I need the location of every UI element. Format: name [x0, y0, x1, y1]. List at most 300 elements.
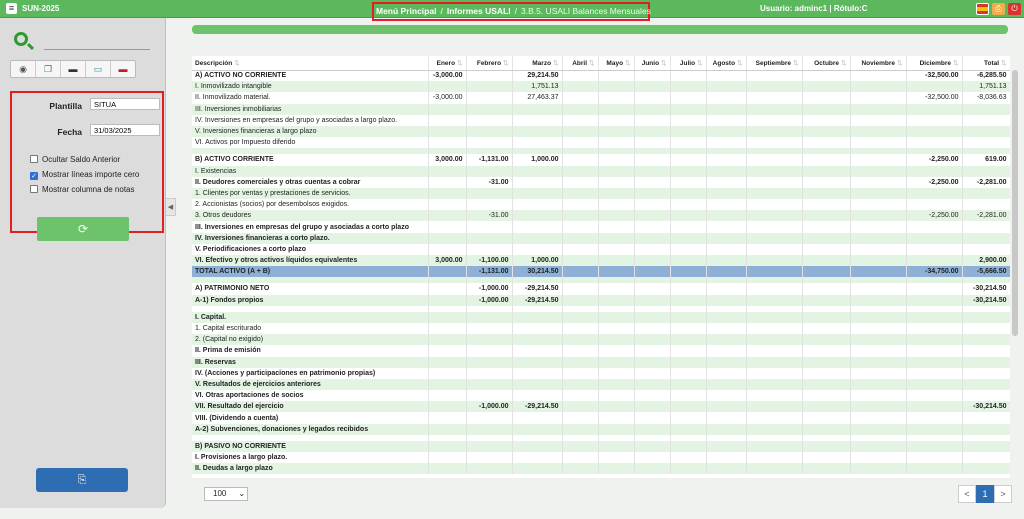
- row-value: -2,250.00: [906, 177, 962, 188]
- row-value: [634, 104, 670, 115]
- table-row: [192, 379, 1010, 390]
- row-value: [802, 244, 850, 255]
- sort-icon[interactable]: ⇅: [503, 59, 509, 67]
- column-header[interactable]: [192, 56, 428, 70]
- sort-icon[interactable]: ⇅: [553, 59, 559, 67]
- row-value: [850, 126, 906, 137]
- row-value: [670, 92, 706, 103]
- printer-icon[interactable]: ⎙: [992, 3, 1005, 15]
- row-value: [634, 266, 670, 277]
- header-strip: [192, 25, 1008, 34]
- row-value: [634, 379, 670, 390]
- pager-page-1[interactable]: 1: [976, 485, 994, 503]
- row-value: [634, 210, 670, 221]
- row-value: -30,214.50: [962, 401, 1010, 412]
- power-icon[interactable]: ⏻: [1008, 3, 1021, 15]
- row-value: [670, 368, 706, 379]
- table-row: [192, 283, 1010, 294]
- row-value: [706, 126, 746, 137]
- row-value: [962, 463, 1010, 474]
- row-value: -1,000.00: [466, 401, 512, 412]
- row-value: [512, 126, 562, 137]
- row-value: [670, 401, 706, 412]
- row-value: [562, 424, 598, 435]
- row-value: [906, 233, 962, 244]
- row-value: [746, 70, 802, 81]
- row-value: [850, 221, 906, 232]
- row-value: [850, 137, 906, 148]
- row-value: [802, 441, 850, 452]
- row-value: [746, 379, 802, 390]
- table-row: [192, 424, 1010, 435]
- row-description: I. Inmovilizado intangible: [192, 81, 428, 92]
- row-value: [512, 368, 562, 379]
- row-value: [850, 233, 906, 244]
- column-header[interactable]: [634, 56, 670, 70]
- row-value: [746, 390, 802, 401]
- row-value: [512, 188, 562, 199]
- row-value: [802, 368, 850, 379]
- row-value: [634, 177, 670, 188]
- row-value: [512, 412, 562, 423]
- search-input[interactable]: [44, 38, 150, 50]
- row-value: [634, 424, 670, 435]
- row-value: [466, 126, 512, 137]
- sort-icon[interactable]: ⇅: [589, 59, 595, 67]
- row-value: [706, 441, 746, 452]
- row-value: [428, 412, 466, 423]
- row-value: [962, 412, 1010, 423]
- row-value: [746, 233, 802, 244]
- collapse-sidebar-chevron-icon[interactable]: ◀: [166, 198, 176, 216]
- row-description: II. Prima de emisión: [192, 345, 428, 356]
- row-value: [850, 283, 906, 294]
- row-value: [512, 199, 562, 210]
- page-size-select[interactable]: [204, 487, 248, 501]
- row-value: [598, 401, 634, 412]
- column-header-label: Total: [984, 59, 1000, 67]
- row-value: [562, 126, 598, 137]
- row-value: [466, 379, 512, 390]
- row-value: [850, 166, 906, 177]
- row-value: [562, 92, 598, 103]
- row-value: -29,214.50: [512, 295, 562, 306]
- sort-icon[interactable]: ⇅: [625, 59, 631, 67]
- row-value: [746, 92, 802, 103]
- row-value: [598, 334, 634, 345]
- column-header-label: Enero: [436, 59, 456, 67]
- row-value: [428, 452, 466, 463]
- row-value: [598, 452, 634, 463]
- row-value: [670, 199, 706, 210]
- row-value: [512, 104, 562, 115]
- row-value: [598, 463, 634, 474]
- sort-icon[interactable]: ⇅: [234, 59, 240, 67]
- row-value: -29,214.50: [512, 401, 562, 412]
- row-value: [962, 334, 1010, 345]
- row-value: [706, 81, 746, 92]
- print-red-icon[interactable]: ▬: [118, 64, 128, 74]
- column-header[interactable]: [962, 56, 1010, 70]
- row-value: [746, 188, 802, 199]
- checkbox-box-checked[interactable]: ✓: [31, 173, 37, 180]
- row-value: [512, 177, 562, 188]
- row-value: [706, 199, 746, 210]
- row-value: [466, 345, 512, 356]
- column-header[interactable]: [428, 56, 466, 70]
- row-value: [706, 323, 746, 334]
- row-value: [746, 452, 802, 463]
- row-value: [598, 441, 634, 452]
- column-header[interactable]: [598, 56, 634, 70]
- row-description: 1. Clientes por ventas y prestaciones de servicios.: [192, 188, 428, 199]
- checkbox-mostrar-lineas[interactable]: [30, 170, 139, 180]
- row-value: [962, 379, 1010, 390]
- row-value: [802, 199, 850, 210]
- row-value: [670, 390, 706, 401]
- row-value: [428, 379, 466, 390]
- row-value: [850, 210, 906, 221]
- row-value: 1,751.13: [962, 81, 1010, 92]
- sort-icon[interactable]: ⇅: [737, 59, 743, 67]
- row-value: [428, 283, 466, 294]
- row-value: [670, 323, 706, 334]
- row-value: [706, 368, 746, 379]
- row-value: [466, 199, 512, 210]
- row-value: [562, 334, 598, 345]
- row-value: [706, 210, 746, 221]
- sort-icon[interactable]: ⇅: [1001, 59, 1007, 67]
- row-value: [802, 401, 850, 412]
- search-icon[interactable]: [14, 32, 28, 46]
- row-value: [634, 255, 670, 266]
- checkbox-mostrar-notas[interactable]: [30, 185, 135, 194]
- print-preview-icon[interactable]: ▭: [86, 61, 111, 77]
- row-value: 2,900.00: [962, 255, 1010, 266]
- row-value: [512, 312, 562, 323]
- row-description: A) ACTIVO NO CORRIENTE: [192, 70, 428, 81]
- breadcrumb-item-informes[interactable]: Informes USALI: [446, 6, 511, 16]
- hamburger-menu-icon[interactable]: ≡: [6, 3, 17, 14]
- row-value: [598, 70, 634, 81]
- row-value: [802, 345, 850, 356]
- table-row: [192, 199, 1010, 210]
- row-value: [634, 244, 670, 255]
- breadcrumb-separator: /: [514, 6, 517, 16]
- table-row: [192, 210, 1010, 221]
- row-value: -1,000.00: [466, 295, 512, 306]
- row-value: [634, 323, 670, 334]
- checkbox-box[interactable]: [30, 185, 38, 193]
- row-value: [466, 452, 512, 463]
- row-value: [670, 412, 706, 423]
- breadcrumb-separator: /: [440, 6, 443, 16]
- checkbox-ocultar-saldo[interactable]: [30, 155, 120, 164]
- table-row: [192, 312, 1010, 323]
- row-value: [466, 221, 512, 232]
- row-value: [466, 368, 512, 379]
- row-value: [562, 295, 598, 306]
- row-value: [706, 463, 746, 474]
- row-value: [670, 379, 706, 390]
- sort-icon[interactable]: ⇅: [841, 59, 847, 67]
- fecha-input[interactable]: [90, 124, 160, 136]
- sort-icon[interactable]: ⇅: [661, 59, 667, 67]
- row-value: [850, 104, 906, 115]
- column-header-label: Abril: [572, 59, 588, 67]
- row-value: [512, 323, 562, 334]
- row-value: [670, 357, 706, 368]
- filter-panel: [10, 91, 164, 236]
- row-value: [512, 357, 562, 368]
- row-value: [706, 255, 746, 266]
- column-header-label: Agosto: [712, 59, 736, 67]
- row-description: VI. Otras aportaciones de socios: [192, 390, 428, 401]
- row-value: [962, 390, 1010, 401]
- row-value: [850, 244, 906, 255]
- row-value: -31.00: [466, 177, 512, 188]
- row-value: [466, 412, 512, 423]
- column-header[interactable]: [706, 56, 746, 70]
- row-value: [802, 70, 850, 81]
- row-value: [802, 312, 850, 323]
- column-header[interactable]: [850, 56, 906, 70]
- row-description: II. Inmovilizado material.: [192, 92, 428, 103]
- sidebar: [0, 18, 166, 508]
- row-value: [746, 137, 802, 148]
- row-value: [746, 357, 802, 368]
- row-value: 619.00: [962, 154, 1010, 165]
- row-value: [634, 334, 670, 345]
- row-value: [512, 390, 562, 401]
- row-value: [962, 368, 1010, 379]
- row-value: [634, 92, 670, 103]
- row-value: [850, 368, 906, 379]
- table-row: [192, 126, 1010, 137]
- column-header[interactable]: [802, 56, 850, 70]
- row-value: [562, 312, 598, 323]
- table-row: [192, 334, 1010, 345]
- row-value: [802, 81, 850, 92]
- row-value: [428, 137, 466, 148]
- row-value: [706, 188, 746, 199]
- row-value: [850, 379, 906, 390]
- row-description: B) PASIVO NO CORRIENTE: [192, 441, 428, 452]
- row-value: [562, 283, 598, 294]
- row-value: [562, 115, 598, 126]
- eye-icon[interactable]: ◉: [11, 61, 36, 77]
- row-value: [962, 166, 1010, 177]
- column-header[interactable]: [562, 56, 598, 70]
- row-value: [598, 166, 634, 177]
- row-value: [466, 390, 512, 401]
- row-value: [962, 126, 1010, 137]
- row-value: -30,214.50: [962, 283, 1010, 294]
- checkbox-label: Mostrar columna de notas: [42, 185, 135, 194]
- top-bar: [0, 0, 1024, 18]
- row-description: A) PATRIMONIO NETO: [192, 283, 428, 294]
- plantilla-input[interactable]: [90, 98, 160, 110]
- row-value: [562, 345, 598, 356]
- row-value: [598, 81, 634, 92]
- row-value: [850, 345, 906, 356]
- table-row: [192, 463, 1010, 474]
- row-value: [466, 424, 512, 435]
- row-value: [670, 154, 706, 165]
- column-header[interactable]: [670, 56, 706, 70]
- column-header[interactable]: [512, 56, 562, 70]
- breadcrumb-item-menu[interactable]: Menú Principal: [376, 6, 437, 16]
- row-description: 3. Otros deudores: [192, 210, 428, 221]
- row-value: [512, 166, 562, 177]
- row-value: [512, 463, 562, 474]
- column-header-label: Septiembre: [755, 59, 792, 67]
- spain-flag-icon[interactable]: [976, 3, 989, 15]
- copy-icon[interactable]: ❐: [36, 61, 61, 77]
- row-value: [466, 70, 512, 81]
- row-value: [850, 295, 906, 306]
- row-value: [802, 126, 850, 137]
- table-row: [192, 70, 1010, 81]
- pager-prev-button[interactable]: <: [958, 485, 976, 503]
- row-value: [466, 244, 512, 255]
- row-value: [906, 312, 962, 323]
- total-row: [192, 266, 1010, 277]
- row-value: [706, 412, 746, 423]
- pdf-export-button[interactable]: [36, 468, 128, 492]
- row-value: -1,100.00: [466, 255, 512, 266]
- row-value: [802, 357, 850, 368]
- row-value: [706, 379, 746, 390]
- table-row: [192, 166, 1010, 177]
- checkbox-label: Mostrar líneas importe cero: [42, 170, 140, 179]
- row-value: [802, 295, 850, 306]
- page-size-value: 100: [213, 489, 227, 498]
- row-value: [906, 379, 962, 390]
- sort-icon[interactable]: ⇅: [897, 59, 903, 67]
- pager-next-button[interactable]: >: [994, 485, 1012, 503]
- row-value: -2,250.00: [906, 210, 962, 221]
- row-value: [850, 188, 906, 199]
- row-value: [802, 379, 850, 390]
- row-value: [598, 137, 634, 148]
- row-value: [906, 401, 962, 412]
- row-value: [906, 295, 962, 306]
- column-header-label: Noviembre: [861, 59, 896, 67]
- row-value: [906, 244, 962, 255]
- row-value: 3,000.00: [428, 255, 466, 266]
- sort-icon[interactable]: ⇅: [457, 59, 463, 67]
- checkbox-box[interactable]: [30, 155, 38, 163]
- row-value: 30,214.50: [512, 266, 562, 277]
- row-value: [906, 323, 962, 334]
- column-header[interactable]: [746, 56, 802, 70]
- row-value: [512, 210, 562, 221]
- row-value: [562, 323, 598, 334]
- column-header-label: Marzo: [532, 59, 552, 67]
- row-value: [850, 81, 906, 92]
- row-value: [706, 244, 746, 255]
- row-value: [802, 390, 850, 401]
- row-value: [670, 137, 706, 148]
- row-value: [562, 233, 598, 244]
- row-value: [802, 166, 850, 177]
- row-value: [706, 401, 746, 412]
- balance-table-container: [192, 56, 1010, 478]
- row-description: II. Deudores comerciales y otras cuentas a cobrar: [192, 177, 428, 188]
- table-row: [192, 323, 1010, 334]
- table-row: [192, 104, 1010, 115]
- row-value: [850, 70, 906, 81]
- row-value: [670, 104, 706, 115]
- row-value: [562, 210, 598, 221]
- row-value: -32,500.00: [906, 70, 962, 81]
- sort-icon[interactable]: ⇅: [697, 59, 703, 67]
- row-description: VI. Efectivo y otros activos líquidos equivalentes: [192, 255, 428, 266]
- row-value: [670, 441, 706, 452]
- row-value: [802, 188, 850, 199]
- sort-icon[interactable]: ⇅: [953, 59, 959, 67]
- sort-icon[interactable]: ⇅: [793, 59, 799, 67]
- row-value: [850, 255, 906, 266]
- row-value: [906, 283, 962, 294]
- row-value: [562, 188, 598, 199]
- row-value: [428, 357, 466, 368]
- row-value: [428, 115, 466, 126]
- row-value: [850, 441, 906, 452]
- row-value: [706, 137, 746, 148]
- row-value: [428, 334, 466, 345]
- row-value: [706, 115, 746, 126]
- row-value: [746, 412, 802, 423]
- row-value: [428, 210, 466, 221]
- app-title: SUN-2025: [22, 4, 60, 13]
- row-value: -34,750.00: [906, 266, 962, 277]
- row-value: [746, 283, 802, 294]
- row-value: [850, 92, 906, 103]
- row-description: A-1) Fondos propios: [192, 295, 428, 306]
- row-value: [746, 166, 802, 177]
- row-value: [634, 166, 670, 177]
- column-header[interactable]: [466, 56, 512, 70]
- row-value: [634, 295, 670, 306]
- row-value: [746, 81, 802, 92]
- row-value: 1,751.13: [512, 81, 562, 92]
- row-value: 3,000.00: [428, 154, 466, 165]
- row-value: [670, 295, 706, 306]
- row-value: [670, 283, 706, 294]
- row-value: [428, 401, 466, 412]
- row-value: [746, 126, 802, 137]
- row-value: [802, 104, 850, 115]
- row-value: [850, 390, 906, 401]
- row-value: [706, 233, 746, 244]
- row-value: [746, 210, 802, 221]
- row-value: [428, 368, 466, 379]
- column-header-label: Octubre: [814, 59, 840, 67]
- row-value: [598, 92, 634, 103]
- row-description: A-2) Subvenciones, donaciones y legados recibidos: [192, 424, 428, 435]
- row-value: [706, 166, 746, 177]
- refresh-button[interactable]: [37, 217, 129, 241]
- printer-icon[interactable]: ▬: [61, 61, 86, 77]
- column-header[interactable]: [906, 56, 962, 70]
- row-value: [634, 401, 670, 412]
- row-value: [634, 188, 670, 199]
- table-scrollbar[interactable]: [1012, 70, 1018, 336]
- row-value: [562, 412, 598, 423]
- row-value: 27,463.37: [512, 92, 562, 103]
